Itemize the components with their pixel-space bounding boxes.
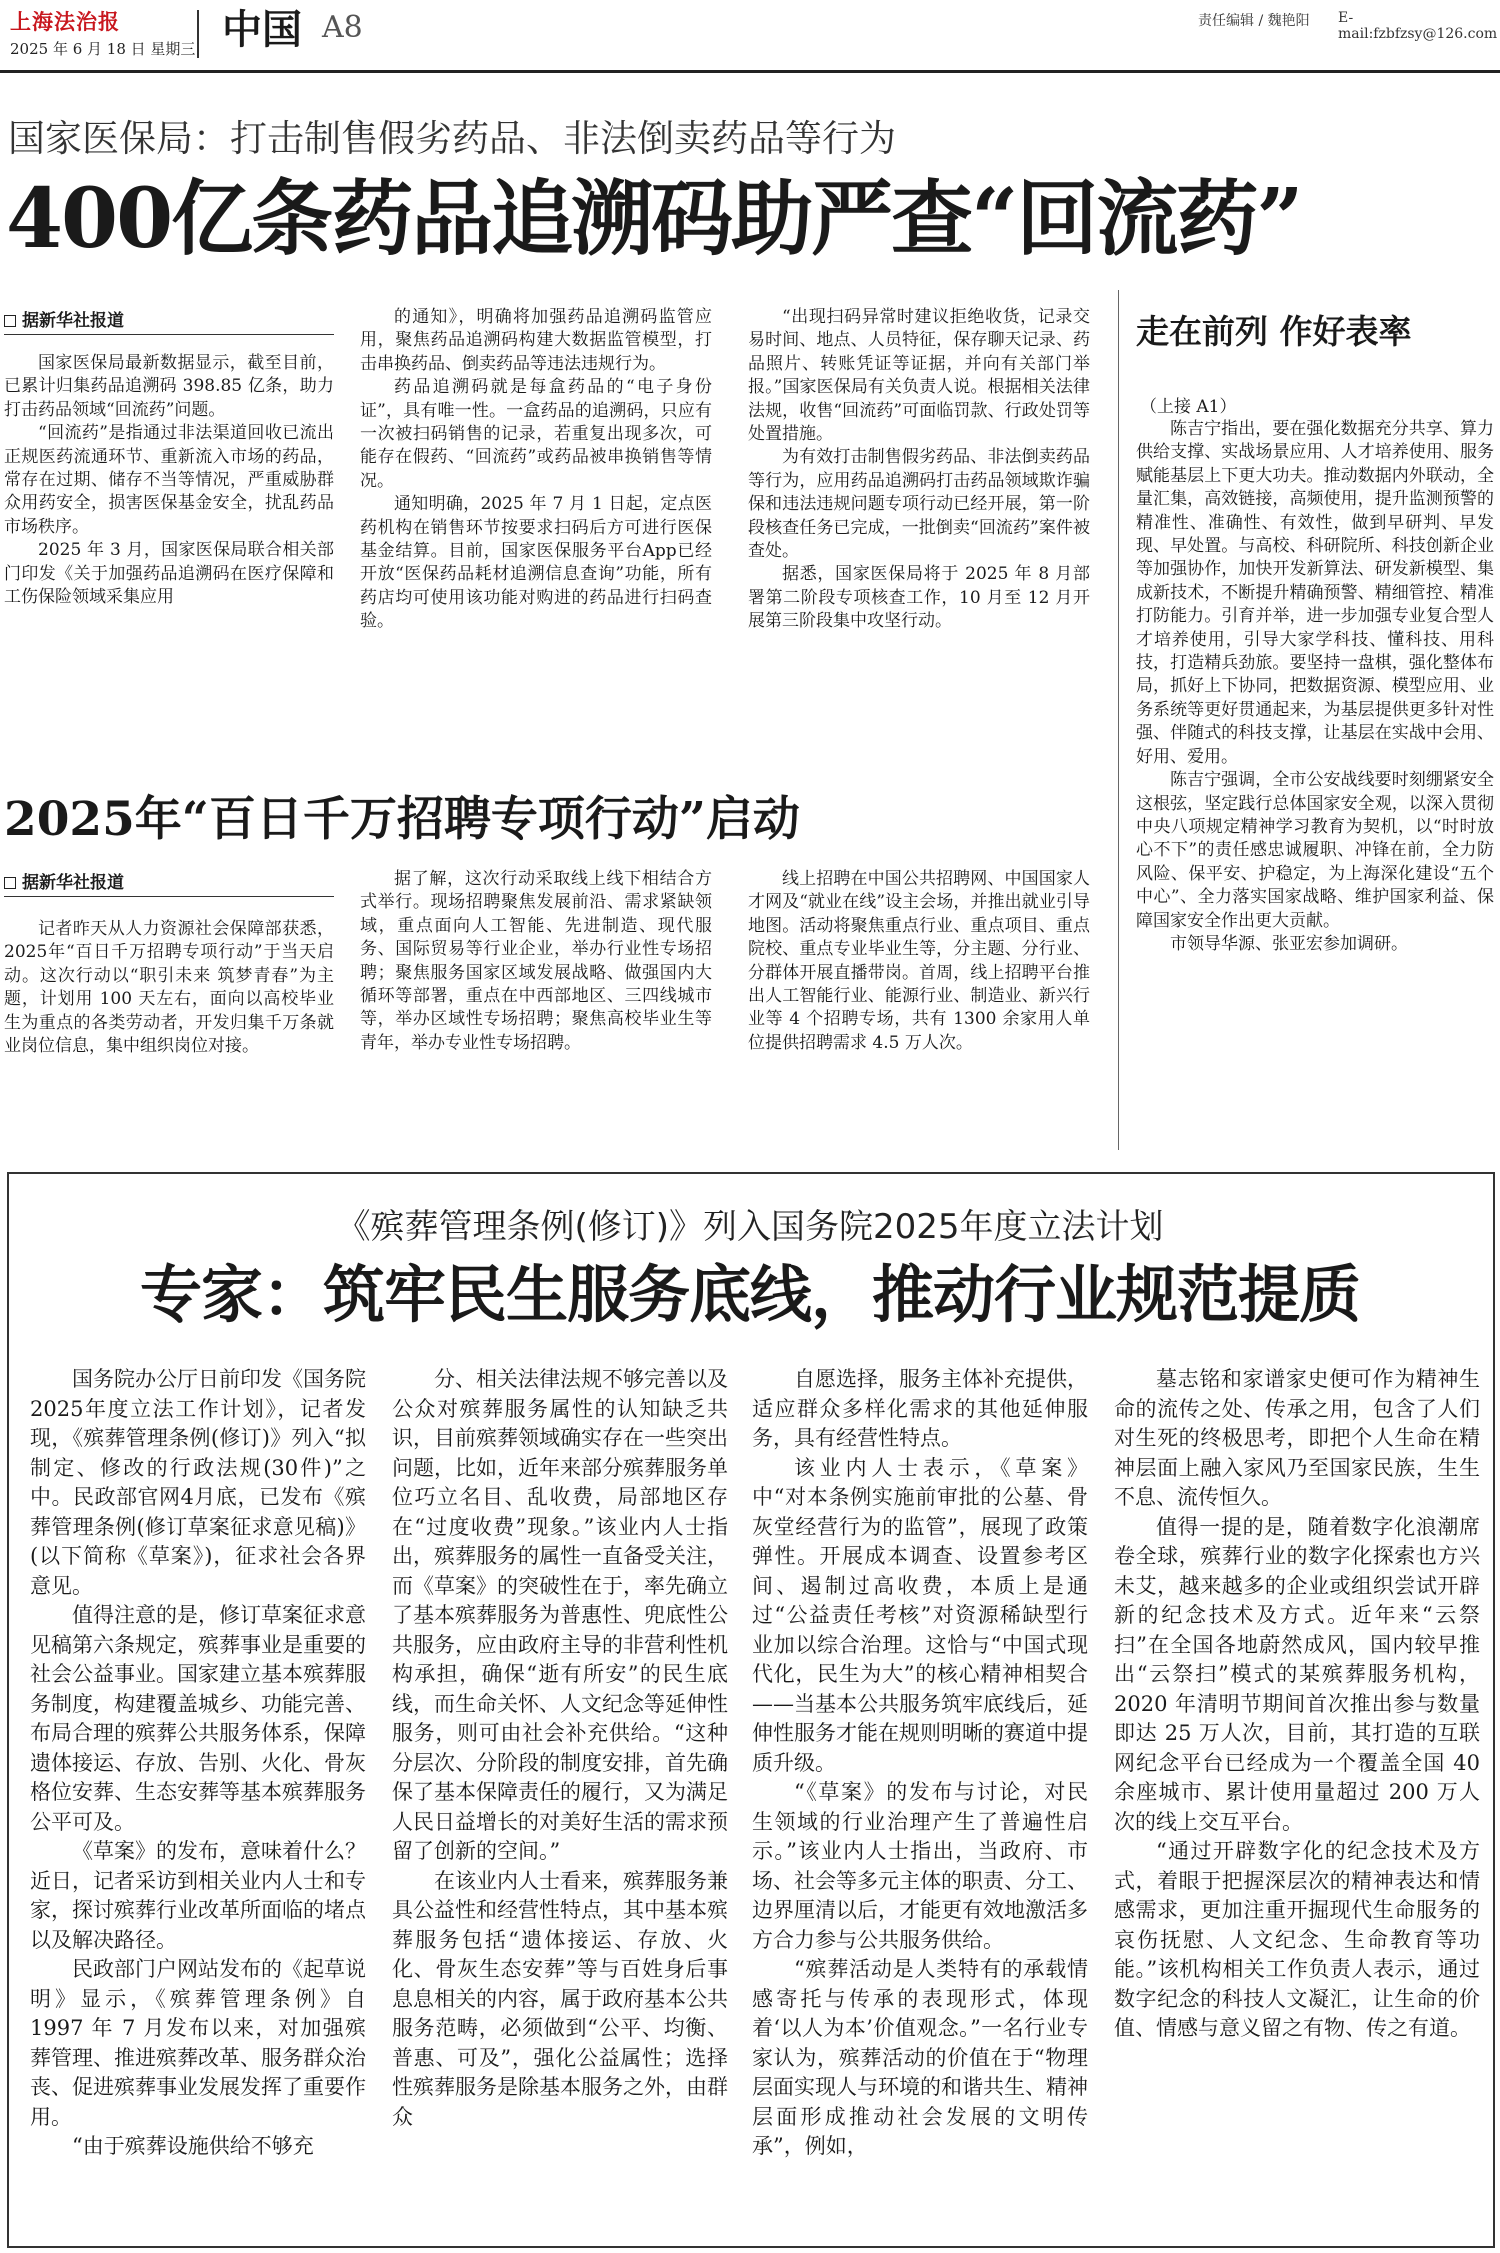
masthead-rule [0, 70, 1500, 73]
article3-col3 [752, 1365, 1088, 2227]
editor-email: E-mail:fzbfzsy@126.com [1338, 10, 1498, 42]
article2-byline [4, 868, 124, 893]
paragraph: “回流药”是指通过非法渠道回收已流出正规医药流通环节、重新流入市场的药品，常存在过期、储存不当等情况，严重威胁群众用药安全，损害医保基金安全，扰乱药品市场秩序。 [4, 423, 334, 537]
article3-col1 [30, 1365, 366, 2227]
article2-col3: 线上招聘在中国公共招聘网、中国国家人才网及“就业在线”设主会场，并推出就业引导地图。活动将聚焦重点行业、重点项目、重点院校、重点专业毕业生等，分主题、分行业、分群体开展直播带岗。首周，线上招聘平台推出人工智能行业、能源行业、制造业、新兴行业等 4 个招聘专场，共有 1300 余家用人单位提供招聘需求 4.5 万人次。 [748, 869, 1090, 1053]
paragraph: 分、相关法律法规不够完善以及公众对殡葬服务属性的认知缺乏共识，目前殡葬领域确实存在一些突出问题，比如，近年来部分殡葬服务单位巧立名目、乱收费，局部地区存在“过度收费”现象。”该业内人士指出，殡葬服务的属性一直备受关注，而《草案》的突破性在于，率先确立了基本殡葬服务为普惠性、兜底性公共服务，应由政府主导的非营利性机构承担，确保“逝有所安”的民生底线，而生命关怀、人文纪念等延伸性服务，则可由社会补充供给。“这种分层次、分阶段的制度安排，首先确保了基本保障责任的履行，又为满足人民日益增长的对美好生活的需求预留了创新的空间。” [392, 1367, 728, 1863]
paragraph: “出现扫码异常时建议拒绝收货，记录交易时间、地点、人员特征，保存聊天记录、药品照片、转账凭证等证据，并向有关部门举报。”国家医保局有关负责人说。根据相关法律法规，收售“回流药”可面临罚款、行政处罚等处置措施。 [748, 307, 1090, 445]
paragraph: “《草案》的发布与讨论，对民生领域的行业治理产生了普遍性启示。”该业内人士指出，当政府、市场、社会等多元主体的职责、分工、边界厘清以后，才能更有效地激活多方合力参与公共服务供给。 [752, 1780, 1088, 1952]
article3-deck: 《殡葬管理条例(修订)》列入国务院2025年度立法计划 [336, 1207, 1164, 1247]
byline-box-icon [4, 315, 16, 327]
paragraph: 市领导华源、张亚宏参加调研。 [1170, 933, 1408, 954]
article3-col4 [1114, 1365, 1480, 2227]
section-name: 中国 [222, 6, 302, 53]
byline-box-icon [4, 877, 16, 889]
paragraph: “殡葬活动是人类特有的承载情感寄托与传承的表现形式，体现着‘以人为本’价值观念。”一名行业专家认为，殡葬活动的价值在于“物理层面实现人与环境的和谐共生、精神层面形成推动社会发展的文明传承”，例如， [752, 1957, 1088, 2158]
paragraph: 据悉，国家医保局将于 2025 年 8 月部署第二阶段专项核查工作，10 月至 12 月开展第三阶段集中攻坚行动。 [748, 564, 1090, 632]
paragraph: 墓志铭和家谱家史便可作为精神生命的流传之处、传承之用，包含了人们对生死的终极思考，即把个人生命在精神层面上融入家风乃至国家民族，生生不息、流传恒久。 [1114, 1367, 1480, 1509]
article2-byline-rule [4, 896, 334, 897]
newspaper-logo: 上海法治报 [10, 9, 120, 34]
paragraph: 药品追溯码就是每盒药品的“电子身份证”，具有唯一性。一盒药品的追溯码，只应有一次被扫码销售的记录，若重复出现多次，可能存在假药、“回流药”或药品被串换销售等情况。 [360, 377, 712, 491]
sidebar-headline: 走在前列 作好表率 [1136, 312, 1412, 351]
paragraph: 为有效打击制售假劣药品、非法倒卖药品等行为，应用药品追溯码打击药品领域欺诈骗保和违法违规问题专项行动已经开展，第一阶段核查任务已完成，一批倒卖“回流药”案件被查处。 [748, 447, 1090, 562]
masthead [0, 0, 1500, 68]
article1-headline: 400亿条药品追溯码助严查“回流药” [6, 171, 1302, 267]
paragraph: 在该业内人士看来，殡葬服务兼具公益性和经营性特点，其中基本殡葬服务包括“遗体接运、存放、火化、骨灰生态安葬”等与百姓身后事息息相关的内容，属于政府基本公共服务范畴，必须做到“公平、均衡、普惠、可及”，强化公益属性；选择性殡葬服务是除基本服务之外，由群众 [392, 1868, 728, 2129]
article3-col2 [392, 1365, 728, 2227]
article3-headline: 专家：筑牢民生服务底线，推动行业规范提质 [139, 1258, 1360, 1331]
paragraph: 值得注意的是，修订草案征求意见稿第六条规定，殡葬事业是重要的社会公益事业。国家建立基本殡葬服务制度，构建覆盖城乡、功能完善、布局合理的殡葬公共服务体系，保障遗体接运、存放、告别、火化、骨灰格位安葬、生态安葬等基本殡葬服务公平可及。 [30, 1603, 366, 1834]
paragraph: 《草案》的发布，意味着什么？近日，记者采访到相关业内人士和专家，探讨殡葬行业改革所面临的堵点以及解决路径。 [30, 1839, 366, 1952]
paragraph: 自愿选择，服务主体补充提供，适应群众多样化需求的其他延伸服务，具有经营性特点。 [752, 1367, 1088, 1450]
paragraph: 民政部门户网站发布的《起草说明》显示，《殡葬管理条例》自 1997 年 7 月发布以来，对加强殡葬管理、推进殡葬改革、服务群众治丧、促进殡葬事业发展发挥了重要作用。 [30, 1957, 366, 2129]
article1-col2 [360, 306, 712, 728]
paragraph: 陈吉宁指出，要在强化数据充分共享、算力供给支撑、实战场景应用、人才培养使用、服务赋能基层上下更大功夫。推动数据内外联动，全量汇集，高效链接，高频使用，提升监测预警的精准性、准确性、有效性，做到早研判、早发现、早处置。与高校、科研院所、科技创新企业等加强协作，加快开发新算法、研发新模型、集成新技术，不断提升精确预警、精细管控、精准打防能力。引育并举，进一步加强专业复合型人才培养使用，引导大家学科技、懂科技、用科技，打造精兵劲旅。要坚持一盘棋，强化整体布局，抓好上下协同，把数据资源、模型应用、业务系统等更好贯通起来，为基层提供更多针对性强、伴随式的科技支撑，让基层在实战中会用、好用、爱用。 [1136, 419, 1494, 767]
paragraph: 国务院办公厅日前印发《国务院2025年度立法工作计划》，记者发现，《殡葬管理条例(修订)》列入“拟制定、修改的行政法规(30件)”之中。民政部官网4月底，已发布《殡葬管理条例(修订草案征求意见稿)》(以下简称《草案》)，征求社会各界意见。 [30, 1367, 366, 1598]
sidebar-continued-from: （上接 A1） [1140, 397, 1237, 417]
paragraph: 的通知》，明确将加强药品追溯码监管应用，聚焦药品追溯码构建大数据监管模型，打击串换药品、倒卖药品等违法违规行为。 [360, 307, 712, 374]
article1-byline [4, 306, 124, 331]
paragraph: 该业内人士表示，《草案》中“对本条例实施前审批的公墓、骨灰堂经营行为的监管”，展现了政策弹性。开展成本调查、设置参考区间、遏制过高收费，本质上是通过“公益责任考核”对资源稀缺型行业加以综合治理。这恰与“中国式现代化，民生为大”的核心精神相契合——当基本公共服务筑牢底线后，延伸性服务才能在规则明晰的赛道中提质升级。 [752, 1455, 1088, 1775]
article2-col1: 记者昨天从人力资源社会保障部获悉，2025年“百日千万招聘专项行动”于当天启动。这次行动以“职引未来 筑梦青春”为主题，计划用 100 天左右，面向以高校毕业生为重点的各类劳动者，开发归集千万条就业岗位信息，集中组织岗位对接。 [4, 919, 334, 1057]
sidebar-body [1136, 418, 1494, 1128]
article2-headline: 2025年“百日千万招聘专项行动”启动 [4, 792, 800, 847]
article1-col1 [4, 352, 334, 728]
masthead-divider [197, 10, 199, 58]
article2-col2: 据了解，这次行动采取线上线下相结合方式举行。现场招聘聚焦发展前沿、需求紧缺领域，重点面向人工智能、先进制造、现代服务、国际贸易等行业企业，举办行业性专场招聘；聚焦服务国家区域发展战略、做强国内大循环等部署，重点在中西部地区、三四线城市等，举办区域性专场招聘；聚焦高校毕业生等青年，举办专业性专场招聘。 [360, 869, 712, 1053]
editor-credit: 责任编辑 / 魏艳阳 [1198, 13, 1310, 29]
sidebar-divider [1118, 290, 1119, 1150]
paragraph: 通知明确，2025 年 7 月 1 日起，定点医药机构在销售环节按要求扫码后方可进行医保基金结算。目前，国家医保服务平台App已经开放“医保药品耗材追溯信息查询”功能，所有药店均可使用该功能对购进的药品进行扫码查验。 [360, 494, 712, 632]
paragraph: “通过开辟数字化的纪念技术及方式，着眼于把握深层次的精神表达和情感需求，更加注重开掘现代生命服务的哀伤抚慰、人文纪念、生命教育等功能。”该机构相关工作负责人表示，通过数字纪念的科技人文凝汇，让生命的价值、情感与意义留之有物、传之有道。 [1114, 1839, 1480, 2040]
article1-deck: 国家医保局：打击制售假劣药品、非法倒卖药品等行为 [8, 117, 896, 160]
article1-col3 [748, 306, 1090, 728]
article1-byline-text: 据新华社报道 [22, 311, 124, 331]
page-number: A8 [322, 10, 363, 45]
paragraph: 值得一提的是，随着数字化浪潮席卷全球，殡葬行业的数字化探索也方兴未艾，越来越多的企业或组织尝试开辟新的纪念技术及方式。近年来“云祭扫”在全国各地蔚然成风，国内较早推出“云祭扫”模式的某殡葬服务机构，2020 年清明节期间首次推出参与数量即达 25 万人次，目前，其打造的互联网纪念平台已经成为一个覆盖全国 40 余座城市、累计使用量超过 200 万人次的线上交互平台。 [1114, 1514, 1480, 1834]
paragraph: 陈吉宁强调，全市公安战线要时刻绷紧安全这根弦，坚定践行总体国家安全观，以深入贯彻中央八项规定精神学习教育为契机，以“时时放心不下”的责任感忠诚履职、冲锋在前，全力防风险、保平安、护稳定，为上海深化建设“五个中心”、全力落实国家战略、维护国家利益、保障国家安全作出更大贡献。 [1136, 770, 1494, 931]
article1-byline-rule [4, 334, 334, 335]
paragraph: 2025 年 3 月，国家医保局联合相关部门印发《关于加强药品追溯码在医疗保障和工伤保险领域采集应用 [4, 540, 334, 608]
issue-date: 2025 年 6 月 18 日 星期三 [10, 40, 196, 58]
article2-byline-text: 据新华社报道 [22, 873, 124, 893]
paragraph: “由于殡葬设施供给不够充 [72, 2134, 314, 2158]
paragraph: 国家医保局最新数据显示，截至目前，已累计归集药品追溯码 398.85 亿条，助力打击药品领域“回流药”问题。 [4, 353, 334, 420]
